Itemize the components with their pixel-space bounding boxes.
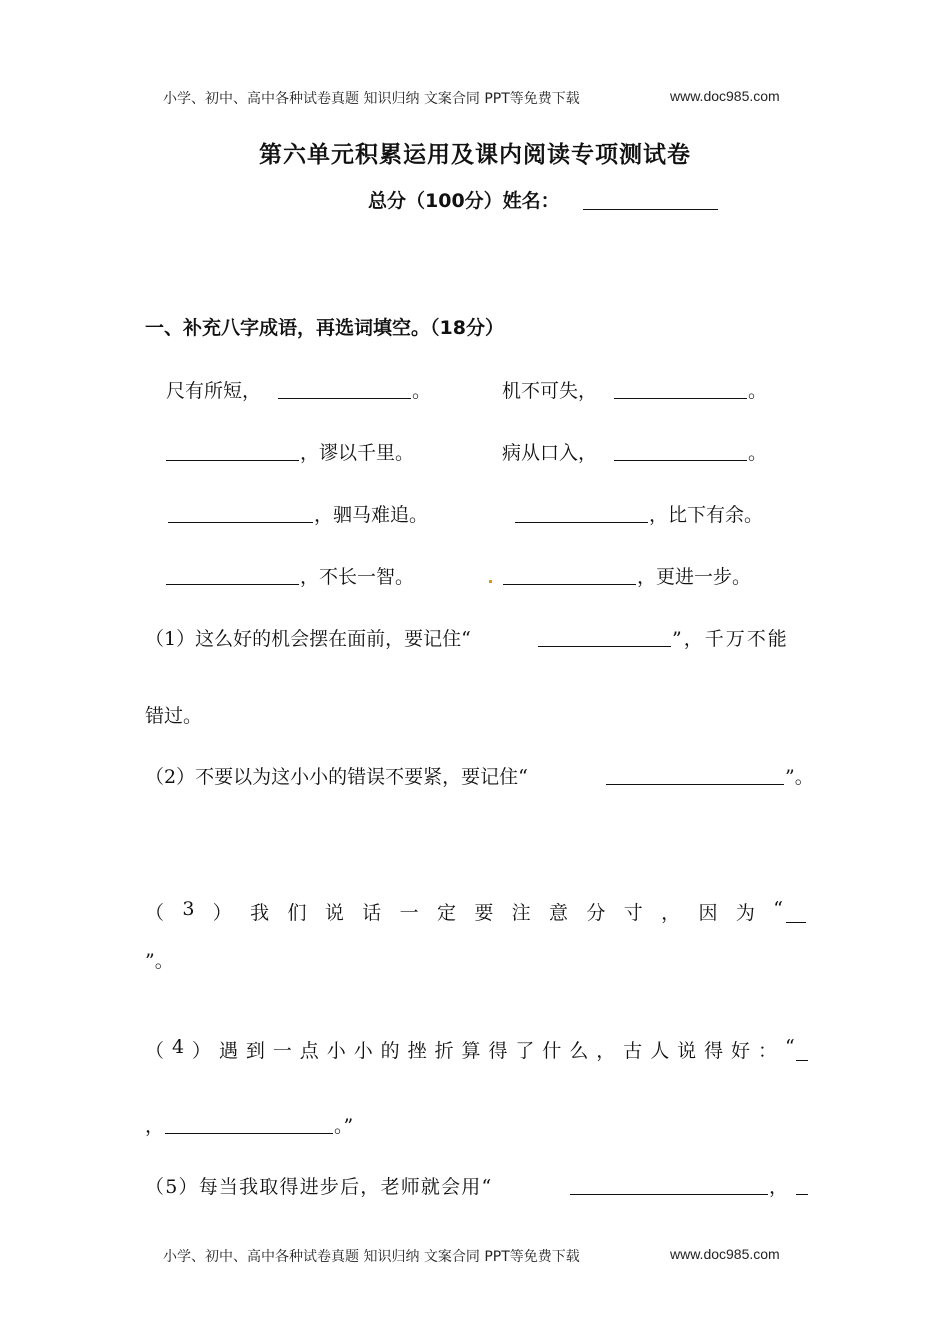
q4-char: 4: [171, 1036, 185, 1058]
idiom-1-blank[interactable]: [278, 398, 411, 399]
page-title: 第六单元积累运用及课内阅读专项测试卷: [259, 142, 691, 168]
q5-blank-1[interactable]: [570, 1194, 768, 1195]
footer-text: 小学、初中、高中各种试卷真题 知识归纳 文案合同 PPT等免费下载: [163, 1249, 580, 1265]
q4-char: 遇: [218, 1040, 238, 1062]
idiom-4-prefix: 病从口入，: [502, 442, 598, 464]
q4-char: ，: [596, 1040, 616, 1062]
q4-char: （: [145, 1040, 165, 1062]
idiom-8-blank[interactable]: [503, 584, 636, 585]
idiom-4-blank[interactable]: [614, 460, 747, 461]
q3-char: “: [773, 898, 783, 920]
q3-char: ）: [212, 902, 232, 924]
q4-char: 折: [434, 1040, 454, 1062]
q3-char: （: [145, 902, 165, 924]
idiom-1-prefix: 尺有所短，: [166, 380, 262, 402]
q4-text-b: 。”: [334, 1115, 354, 1137]
q4-char: 了: [515, 1040, 535, 1062]
q1-text-c: 错过。: [145, 705, 203, 727]
q3-char: ，: [661, 902, 681, 924]
q3-char: 寸: [623, 902, 643, 924]
q4-line: [145, 1036, 795, 1063]
footer-url[interactable]: www.doc985.com: [670, 1246, 780, 1262]
idiom-4-suffix: 。: [748, 442, 768, 464]
q4-char: ）: [191, 1040, 211, 1062]
q5-text-a: （5）每当我取得进步后，老师就会用“: [145, 1176, 493, 1198]
idiom-3-blank[interactable]: [166, 460, 299, 461]
q3-tail: ”。: [145, 950, 174, 972]
q4-char: “: [784, 1036, 795, 1058]
q4-char: 算: [461, 1040, 481, 1062]
q2-text-a: （2）不要以为这小小的错误不要紧，要记住“: [145, 766, 528, 788]
header-text: 小学、初中、高中各种试卷真题 知识归纳 文案合同 PPT等免费下载: [163, 91, 580, 107]
q4-char: 么: [569, 1040, 589, 1062]
q4-text-a: ，: [145, 1115, 165, 1137]
idiom-2-blank[interactable]: [614, 398, 747, 399]
q4-char: 什: [542, 1040, 562, 1062]
q5-blank-2[interactable]: [796, 1194, 808, 1195]
q3-char: 说: [324, 902, 344, 924]
q4-char: ：: [758, 1040, 778, 1062]
q5-text-b: ，: [769, 1176, 789, 1198]
q4-char: 到: [245, 1040, 265, 1062]
q3-char: 们: [287, 902, 307, 924]
q4-char: 小: [353, 1040, 373, 1062]
stray-dot: [489, 580, 492, 583]
q3-char: 定: [436, 902, 456, 924]
idiom-3-suffix: ，谬以千里。: [300, 442, 415, 464]
q3-char: 话: [362, 902, 382, 924]
name-blank[interactable]: [583, 209, 718, 210]
idiom-8-suffix: ，更进一步。: [637, 566, 752, 588]
q3-char: 我: [250, 902, 270, 924]
q1-text-b: ”，千万不能: [672, 628, 789, 650]
q3-blank[interactable]: [786, 922, 806, 923]
idiom-2-suffix: 。: [748, 380, 768, 402]
idiom-5-suffix: ，驷马难追。: [314, 504, 429, 526]
q1-text-a: （1）这么好的机会摆在面前，要记住“: [145, 628, 471, 650]
q4-char: 小: [326, 1040, 346, 1062]
q4-char: 得: [488, 1040, 508, 1062]
q2-text-b: ”。: [785, 766, 814, 788]
idiom-7-blank[interactable]: [166, 584, 299, 585]
q3-line: [145, 898, 783, 925]
q4-char: 古: [623, 1040, 643, 1062]
idiom-5-blank[interactable]: [168, 522, 313, 523]
q4-char: 好: [731, 1040, 751, 1062]
idiom-1-suffix: 。: [412, 380, 432, 402]
q4-char: 说: [677, 1040, 697, 1062]
q4-blank-2[interactable]: [165, 1133, 333, 1134]
q3-char: 意: [549, 902, 569, 924]
q1-blank[interactable]: [538, 646, 671, 647]
subtitle: 总分（100分）姓名：: [368, 190, 560, 212]
q3-char: 一: [399, 902, 419, 924]
q2-blank[interactable]: [606, 784, 784, 785]
q4-char: 的: [380, 1040, 400, 1062]
q4-char: 一: [272, 1040, 292, 1062]
q3-char: 分: [586, 902, 606, 924]
q4-char: 人: [650, 1040, 670, 1062]
q3-char: 要: [474, 902, 494, 924]
q4-char: 点: [299, 1040, 319, 1062]
idiom-2-prefix: 机不可失，: [502, 380, 598, 402]
q3-char: 为: [735, 902, 755, 924]
idiom-6-blank[interactable]: [515, 522, 648, 523]
q3-char: 3: [182, 898, 195, 920]
q4-blank-1[interactable]: [796, 1060, 808, 1061]
q4-char: 挫: [407, 1040, 427, 1062]
section-heading: 一、补充八字成语，再选词填空。（18分）: [145, 317, 504, 339]
q3-char: 注: [511, 902, 531, 924]
idiom-6-suffix: ，比下有余。: [649, 504, 764, 526]
idiom-7-suffix: ，不长一智。: [300, 566, 415, 588]
q4-char: 得: [704, 1040, 724, 1062]
q3-char: 因: [698, 902, 718, 924]
header-url[interactable]: www.doc985.com: [670, 88, 780, 104]
